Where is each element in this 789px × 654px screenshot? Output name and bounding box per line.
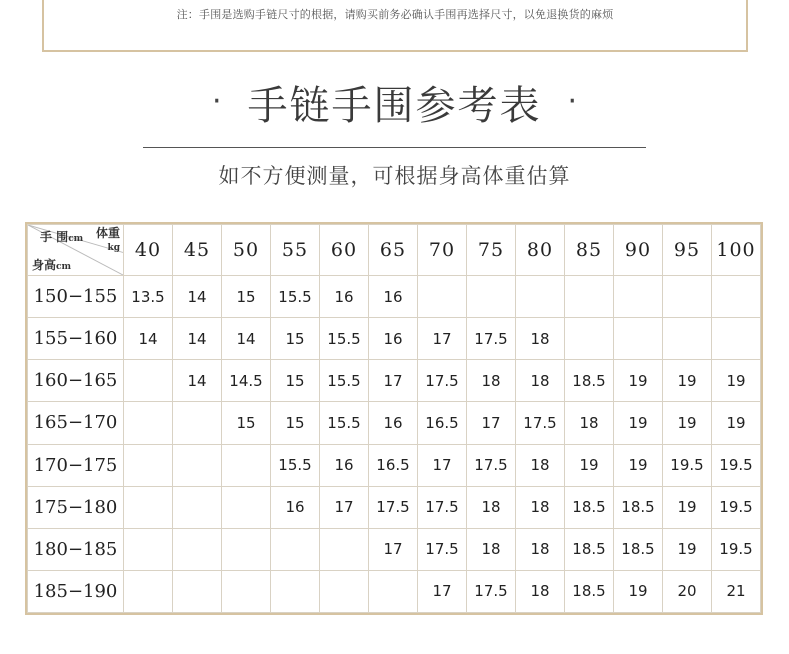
wrist-size-cell: 18 xyxy=(516,486,565,528)
wrist-size-cell: 18 xyxy=(516,318,565,360)
wrist-size-cell: 15 xyxy=(271,318,320,360)
wrist-size-cell: 17.5 xyxy=(467,570,516,612)
page-title: 手链手围参考表 xyxy=(247,82,542,129)
wrist-size-cell: 17.5 xyxy=(467,318,516,360)
corner-wrist-label: 手 围cm xyxy=(40,230,84,244)
wrist-size-cell: 15.5 xyxy=(320,402,369,444)
height-range-cell: 185−190 xyxy=(28,570,124,612)
wrist-size-cell xyxy=(320,570,369,612)
table-row xyxy=(28,276,761,318)
wrist-size-cell: 18.5 xyxy=(565,528,614,570)
weight-header-cell: 45 xyxy=(173,225,222,276)
wrist-size-cell: 18 xyxy=(467,528,516,570)
title-dot-left: · xyxy=(211,84,222,119)
wrist-size-cell xyxy=(663,276,712,318)
wrist-size-cell: 13.5 xyxy=(124,276,173,318)
wrist-size-cell: 18 xyxy=(516,360,565,402)
wrist-size-cell: 16 xyxy=(369,318,418,360)
wrist-size-cell xyxy=(222,570,271,612)
wrist-size-cell: 19.5 xyxy=(712,528,761,570)
weight-header-cell: 100 xyxy=(712,225,761,276)
wrist-size-cell: 18.5 xyxy=(565,570,614,612)
wrist-size-cell: 19 xyxy=(614,360,663,402)
wrist-size-cell xyxy=(173,402,222,444)
wrist-size-cell: 19 xyxy=(712,402,761,444)
wrist-size-cell xyxy=(467,276,516,318)
wrist-size-cell: 17.5 xyxy=(418,486,467,528)
wrist-size-cell: 19.5 xyxy=(712,486,761,528)
table-row xyxy=(28,444,761,486)
height-range-cell: 175−180 xyxy=(28,486,124,528)
weight-header-cell: 85 xyxy=(565,225,614,276)
page-subtitle: 如不方便测量，可根据身高体重估算 xyxy=(218,164,571,188)
wrist-size-cell: 19.5 xyxy=(663,444,712,486)
weight-header-cell: 95 xyxy=(663,225,712,276)
wrist-size-cell: 17 xyxy=(418,318,467,360)
table-row xyxy=(28,318,761,360)
wrist-size-cell: 16 xyxy=(320,276,369,318)
wrist-size-cell: 17.5 xyxy=(418,360,467,402)
wrist-size-cell: 19 xyxy=(712,360,761,402)
wrist-size-cell: 15.5 xyxy=(271,444,320,486)
wrist-size-cell xyxy=(222,486,271,528)
wrist-size-cell: 18.5 xyxy=(565,360,614,402)
wrist-size-cell: 15.5 xyxy=(271,276,320,318)
wrist-size-cell: 19 xyxy=(663,486,712,528)
table-row xyxy=(28,570,761,612)
wrist-size-cell xyxy=(124,528,173,570)
wrist-size-cell: 17 xyxy=(369,528,418,570)
wrist-size-cell: 17.5 xyxy=(418,528,467,570)
table-corner-cell xyxy=(28,225,124,276)
wrist-size-cell: 16.5 xyxy=(418,402,467,444)
weight-header-cell: 70 xyxy=(418,225,467,276)
table-row xyxy=(28,486,761,528)
wrist-size-cell: 17 xyxy=(369,360,418,402)
wrist-size-cell: 18.5 xyxy=(614,486,663,528)
wrist-size-cell xyxy=(173,528,222,570)
wrist-size-cell xyxy=(565,276,614,318)
wrist-size-cell: 15 xyxy=(222,276,271,318)
height-range-cell: 155−160 xyxy=(28,318,124,360)
height-range-cell: 165−170 xyxy=(28,402,124,444)
wrist-size-cell: 15 xyxy=(222,402,271,444)
title-divider xyxy=(143,147,646,148)
wrist-size-cell: 19 xyxy=(663,402,712,444)
wrist-size-cell: 18.5 xyxy=(565,486,614,528)
wrist-size-cell: 16 xyxy=(369,276,418,318)
wrist-size-cell: 17.5 xyxy=(467,444,516,486)
weight-header-cell: 50 xyxy=(222,225,271,276)
wrist-size-cell: 15 xyxy=(271,360,320,402)
wrist-size-cell: 14 xyxy=(173,360,222,402)
wrist-size-cell xyxy=(222,444,271,486)
wrist-size-cell xyxy=(418,276,467,318)
height-range-cell: 180−185 xyxy=(28,528,124,570)
wrist-size-cell: 19 xyxy=(614,402,663,444)
wrist-size-cell xyxy=(173,444,222,486)
wrist-size-cell: 14 xyxy=(222,318,271,360)
wrist-size-cell: 17.5 xyxy=(369,486,418,528)
wrist-size-cell: 18 xyxy=(516,528,565,570)
weight-header-cell: 55 xyxy=(271,225,320,276)
weight-header-cell: 90 xyxy=(614,225,663,276)
wrist-size-cell xyxy=(565,318,614,360)
wrist-size-cell xyxy=(124,402,173,444)
wrist-size-cell xyxy=(614,318,663,360)
wrist-size-cell: 20 xyxy=(663,570,712,612)
wrist-size-cell: 14 xyxy=(173,318,222,360)
weight-header-cell: 60 xyxy=(320,225,369,276)
wrist-size-cell: 18.5 xyxy=(614,528,663,570)
table-header-row xyxy=(28,225,761,276)
wrist-size-cell: 17 xyxy=(418,570,467,612)
wrist-size-cell: 17 xyxy=(467,402,516,444)
wrist-size-cell: 19 xyxy=(565,444,614,486)
wrist-size-cell: 19 xyxy=(614,570,663,612)
wrist-size-cell xyxy=(124,486,173,528)
size-table-frame xyxy=(25,222,763,615)
wrist-size-cell: 19.5 xyxy=(712,444,761,486)
wrist-size-cell: 18 xyxy=(467,360,516,402)
wrist-size-cell: 14.5 xyxy=(222,360,271,402)
wrist-size-cell xyxy=(516,276,565,318)
wrist-size-cell xyxy=(663,318,712,360)
wrist-size-cell: 18 xyxy=(516,444,565,486)
wrist-size-cell: 15.5 xyxy=(320,318,369,360)
height-range-cell: 160−165 xyxy=(28,360,124,402)
notice-text: 注：手围是选购手链尺寸的根据，请购买前务必确认手围再选择尺寸，以免退换货的麻烦 xyxy=(176,8,614,21)
table-row xyxy=(28,528,761,570)
notice-box xyxy=(42,0,748,52)
wrist-size-cell: 18 xyxy=(516,570,565,612)
height-range-cell: 150−155 xyxy=(28,276,124,318)
corner-weight-label: 体重 kg xyxy=(95,226,120,253)
wrist-size-cell: 14 xyxy=(173,276,222,318)
wrist-size-cell xyxy=(124,444,173,486)
wrist-size-cell: 17 xyxy=(320,486,369,528)
wrist-size-cell: 15.5 xyxy=(320,360,369,402)
wrist-size-cell: 16 xyxy=(369,402,418,444)
weight-header-cell: 65 xyxy=(369,225,418,276)
wrist-size-cell xyxy=(614,276,663,318)
weight-header-cell: 75 xyxy=(467,225,516,276)
wrist-size-cell: 19 xyxy=(663,528,712,570)
wrist-size-cell: 18 xyxy=(565,402,614,444)
wrist-size-cell xyxy=(124,570,173,612)
wrist-size-cell xyxy=(271,570,320,612)
wrist-size-cell: 16 xyxy=(271,486,320,528)
wrist-size-cell xyxy=(712,318,761,360)
wrist-size-cell: 19 xyxy=(663,360,712,402)
title-row xyxy=(0,72,789,132)
wrist-size-cell xyxy=(173,570,222,612)
wrist-size-cell: 17 xyxy=(418,444,467,486)
wrist-size-cell xyxy=(712,276,761,318)
wrist-size-cell xyxy=(124,360,173,402)
wrist-size-cell xyxy=(369,570,418,612)
weight-header-cell: 40 xyxy=(124,225,173,276)
table-row xyxy=(28,402,761,444)
wrist-size-cell: 16.5 xyxy=(369,444,418,486)
wrist-size-cell: 17.5 xyxy=(516,402,565,444)
wrist-size-cell xyxy=(173,486,222,528)
title-dot-right: · xyxy=(567,84,578,119)
wrist-size-cell xyxy=(320,528,369,570)
wrist-size-table xyxy=(27,224,761,613)
wrist-size-cell: 16 xyxy=(320,444,369,486)
wrist-size-cell xyxy=(271,528,320,570)
wrist-size-cell: 18 xyxy=(467,486,516,528)
wrist-size-cell: 15 xyxy=(271,402,320,444)
wrist-size-cell: 21 xyxy=(712,570,761,612)
corner-height-label: 身高cm xyxy=(32,258,72,272)
table-row xyxy=(28,360,761,402)
wrist-size-cell: 14 xyxy=(124,318,173,360)
table-body xyxy=(28,276,761,613)
height-range-cell: 170−175 xyxy=(28,444,124,486)
wrist-size-cell xyxy=(222,528,271,570)
weight-header-cell: 80 xyxy=(516,225,565,276)
wrist-size-cell: 19 xyxy=(614,444,663,486)
